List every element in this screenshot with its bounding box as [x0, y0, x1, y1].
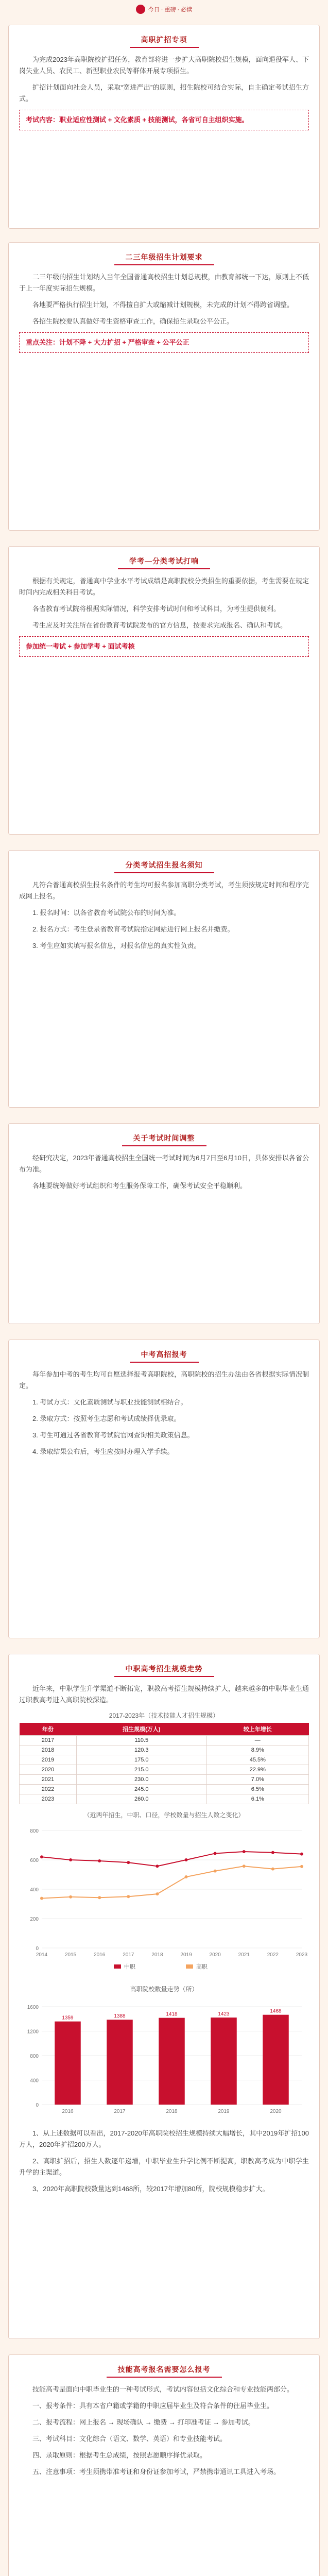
bar-chart — [19, 1996, 310, 2120]
paragraph: 二、报考流程：网上报名 → 现场确认 → 缴费 → 打印准考证 → 参加考试。 — [32, 2418, 255, 2426]
table-cell: 2017 — [20, 1736, 77, 1745]
table-row — [20, 1736, 309, 1745]
table-cell: 2020 — [20, 1765, 77, 1775]
table-row — [20, 1765, 309, 1775]
data-point — [127, 1861, 130, 1864]
x-tick-label: 2019 — [218, 2109, 230, 2114]
data-point — [271, 1868, 274, 1871]
table-cell: 215.0 — [76, 1765, 206, 1775]
section-title: 学考—分类考试打响 — [118, 554, 210, 569]
data-point — [156, 1865, 159, 1868]
bar — [211, 2018, 237, 2105]
table-cell: 230.0 — [76, 1775, 206, 1785]
x-tick-label: 2014 — [36, 1952, 48, 1958]
data-label: 1468 — [270, 2008, 282, 2014]
paragraph: 凡符合普通高校招生报名条件的考生均可报名参加高职分类考试，考生须按规定时间和程序完成网上报名。 — [19, 881, 309, 900]
x-tick-label: 2018 — [166, 2109, 178, 2114]
x-tick-label: 2018 — [151, 1952, 163, 1958]
paragraph: 近年来，中职学生升学渠道不断拓宽，职教高考招生规模持续扩大，越来越多的中职毕业生通过职教高考进入高职院校深造。 — [19, 1685, 309, 1704]
table-header: 年份 — [20, 1723, 77, 1736]
table-header: 较上年增长 — [206, 1723, 308, 1736]
table-cell: 8.9% — [206, 1745, 308, 1755]
section-card-1 — [8, 25, 320, 229]
table-cell: 6.1% — [206, 1794, 308, 1804]
section-title: 高职扩招专项 — [130, 32, 199, 48]
table-cell: 245.0 — [76, 1785, 206, 1794]
paragraph: 2. 录取方式：按照考生志愿和考试成绩择优录取。 — [32, 1415, 181, 1422]
table-cell: 7.0% — [206, 1775, 308, 1785]
paragraph: 一、报考条件：具有本省户籍或学籍的中职应届毕业生及符合条件的往届毕业生。 — [32, 2402, 274, 2410]
data-point — [69, 1858, 72, 1861]
table-caption: 2017-2023年（技术技能人才招生规模） — [109, 1712, 219, 1719]
section-card-7 — [8, 1654, 320, 2339]
table-cell: 6.5% — [206, 1785, 308, 1794]
bar-chart-container — [19, 1996, 309, 2123]
paragraph: 经研究决定，2023年普通高校招生全国统一考试时间为6月7日至6月10日，具体安排以各省公布为准。 — [19, 1154, 309, 1173]
paragraph: 扩招计划面向社会人员，采取“宽进严出”的原则，招生院校可结合实际，自主确定考试招生方式。 — [19, 83, 309, 103]
y-tick-label: 1600 — [27, 2005, 39, 2010]
paragraph: 为完成2023年高职院校扩招任务，教育部将进一步扩大高职院校招生规模，面向退役军人、下岗失业人员、农民工、新型职业农民等群体开展专项招生。 — [19, 56, 309, 75]
table-cell: 2019 — [20, 1755, 77, 1765]
paragraph: 每年参加中考的考生均可自愿选择报考高职院校，高职院校的招生办法由各省根据实际情况制定。 — [19, 1370, 309, 1389]
data-point — [185, 1858, 188, 1861]
section-title: 技能高考报名需要怎么报考 — [107, 2362, 222, 2378]
paragraph: 三、考试科目：文化综合（语文、数学、英语）和专业技能考试。 — [32, 2435, 227, 2443]
data-point — [98, 1896, 101, 1899]
table-cell: 260.0 — [76, 1794, 206, 1804]
section-card-4 — [8, 850, 320, 1108]
paragraph: 1、从上述数据可以看出，2017-2020年高职院校招生规模持续大幅增长，其中2019年扩招100万人，2020年扩招200万人。 — [19, 2129, 309, 2148]
table-row — [20, 1755, 309, 1765]
table-cell: 45.5% — [206, 1755, 308, 1765]
table-row — [20, 1785, 309, 1794]
series-line — [42, 1866, 302, 1898]
data-point — [300, 1865, 303, 1868]
y-tick-label: 200 — [30, 1917, 39, 1922]
highlight-box: 重点关注：计划不降 + 大力扩招 + 严格审查 + 公平公正 — [19, 332, 309, 353]
section-card-3 — [8, 546, 320, 835]
data-point — [214, 1852, 217, 1855]
paragraph: 1. 报名时间：以各省教育考试院公布的时间为准。 — [32, 909, 181, 917]
legend-swatch — [114, 1964, 121, 1969]
x-tick-label: 2016 — [94, 1952, 106, 1958]
data-point — [300, 1853, 303, 1856]
y-tick-label: 600 — [30, 1858, 39, 1863]
legend-label: 中职 — [124, 1964, 135, 1970]
data-point — [156, 1892, 159, 1895]
table-row — [20, 1794, 309, 1804]
x-tick-label: 2016 — [62, 2109, 74, 2114]
paragraph: 各地要严格执行招生计划，不得擅自扩大或缩减计划规模，未完成的计划不得跨省调整。 — [32, 301, 294, 309]
x-tick-label: 2017 — [123, 1952, 134, 1958]
x-tick-label: 2023 — [296, 1952, 308, 1958]
table-cell: 2022 — [20, 1785, 77, 1794]
table-cell: 175.0 — [76, 1755, 206, 1765]
y-tick-label: 400 — [30, 1887, 39, 1893]
data-point — [214, 1870, 217, 1873]
highlight-box: 参加统一考试 + 参加学考 + 面试考核 — [19, 636, 309, 657]
logo — [136, 5, 145, 14]
paragraph: 3、2020年高职院校数量达到1468所，较2017年增加80所，院校规模稳步扩大。 — [32, 2185, 269, 2193]
data-point — [243, 1865, 246, 1868]
x-tick-label: 2022 — [267, 1952, 279, 1958]
data-point — [185, 1875, 188, 1878]
data-point — [127, 1895, 130, 1898]
data-label: 1418 — [166, 2011, 178, 2018]
chart-title: （近两年招生，中职、口径，学校数量与招生人数之变化） — [83, 1811, 245, 1819]
data-point — [243, 1850, 246, 1853]
x-tick-label: 2015 — [64, 1952, 77, 1958]
x-tick-label: 2017 — [114, 2109, 126, 2114]
y-tick-label: 800 — [30, 1828, 39, 1834]
table-cell: 2023 — [20, 1794, 77, 1804]
paragraph: 4. 录取结果公布后，考生应按时办理入学手续。 — [32, 1448, 174, 1455]
paragraph: 2. 报名方式：考生登录省教育考试院指定网站进行网上报名并缴费。 — [32, 925, 234, 933]
y-tick-label: 400 — [30, 2078, 39, 2084]
table-cell: 120.3 — [76, 1745, 206, 1755]
section-card-2 — [8, 242, 320, 531]
paragraph: 2、高职扩招后，招生人数逐年递增，中职毕业生升学比例不断提高，职教高考成为中职学生升学的主渠道。 — [19, 2157, 309, 2176]
data-point — [69, 1895, 72, 1899]
data-label: 1423 — [218, 2011, 230, 2018]
series-line — [42, 1852, 302, 1866]
paragraph: 3. 考生应如实填写报名信息，对报名信息的真实性负责。 — [32, 942, 201, 950]
table-cell: 2018 — [20, 1745, 77, 1755]
bar — [263, 2015, 289, 2105]
section-title: 分类考试招生报名须知 — [114, 858, 214, 873]
paragraph: 3. 考生可通过各省教育考试院官网查询相关政策信息。 — [32, 1431, 194, 1439]
bar — [55, 2022, 81, 2105]
header-text: 今日 · 重磅 · 必读 — [148, 7, 193, 13]
paragraph: 二三年级的招生计划纳入当年全国普通高校招生计划总规模，由教育部统一下达，原则上不低于上一年度实际招生规模。 — [19, 273, 309, 292]
table-row — [20, 1745, 309, 1755]
x-tick-label: 2020 — [209, 1952, 221, 1958]
section-card-5 — [8, 1123, 320, 1324]
table-header: 招生规模(万人) — [76, 1723, 206, 1736]
section-card-6 — [8, 1340, 320, 1638]
y-tick-label: 1200 — [27, 2029, 39, 2035]
paragraph: 四、录取原则：根据考生总成绩，按照志愿顺序择优录取。 — [32, 2451, 207, 2459]
legend-label: 高职 — [196, 1964, 208, 1970]
table-cell: 22.9% — [206, 1765, 308, 1775]
table-row — [20, 1775, 309, 1785]
table-cell: — — [206, 1736, 308, 1745]
paragraph: 各招生院校要认真做好考生资格审查工作，确保招生录取公平公正。 — [32, 317, 234, 325]
chart-title: 高职院校数量走势（所） — [130, 1986, 198, 1993]
section-title: 二三年级招生计划要求 — [114, 250, 214, 265]
bar — [159, 2018, 185, 2105]
paragraph: 各省教育考试院将根据实际情况，科学安排考试时间和考试科目，为考生提供便利。 — [32, 605, 281, 613]
line-chart-container — [19, 1822, 309, 1979]
data-point — [40, 1897, 43, 1900]
highlight-box: 考试内容：职业适应性测试 + 文化素质 + 技能测试，各省可自主组织实施。 — [19, 110, 309, 130]
y-tick-label: 800 — [30, 2054, 39, 2059]
line-chart — [19, 1822, 310, 1977]
data-point — [40, 1855, 43, 1858]
table-cell: 110.5 — [76, 1736, 206, 1745]
section-title: 关于考试时间调整 — [122, 1131, 206, 1146]
paragraph: 根据有关规定，普通高中学业水平考试成绩是高职院校分类招生的重要依据，考生需要在规定时间内完成相关科目考试。 — [19, 577, 309, 596]
section-title: 中职高考招生规模走势 — [114, 1662, 214, 1677]
section-card-8 — [8, 2354, 320, 2576]
paragraph: 1. 考试方式：文化素质测试与职业技能测试相结合。 — [32, 1398, 187, 1406]
bar — [107, 2020, 133, 2105]
x-tick-label: 2020 — [270, 2109, 282, 2114]
table-cell: 2021 — [20, 1775, 77, 1785]
y-tick-label: 0 — [36, 2103, 39, 2108]
paragraph: 技能高考是面向中职毕业生的一种考试形式，考试内容包括文化综合和专业技能两部分。 — [32, 2385, 294, 2393]
paragraph: 考生应及时关注所在省份教育考试院发布的官方信息，按要求完成报名、确认和考试。 — [32, 621, 287, 629]
section-title: 中考高招报考 — [130, 1347, 199, 1363]
paragraph: 五、注意事项：考生须携带准考证和身份证参加考试，严禁携带通讯工具进入考场。 — [32, 2468, 281, 2476]
y-tick-label: 0 — [36, 1946, 39, 1952]
data-label: 1388 — [114, 2013, 126, 2020]
x-tick-label: 2021 — [238, 1952, 250, 1958]
data-label: 1359 — [62, 2015, 74, 2021]
data-table — [19, 1723, 309, 1804]
paragraph: 各地要统筹做好考试组织和考生服务保障工作，确保考试安全平稳顺利。 — [32, 1182, 247, 1190]
data-point — [98, 1859, 101, 1862]
data-point — [271, 1851, 274, 1854]
page-header — [0, 0, 328, 19]
legend-swatch — [186, 1964, 193, 1969]
x-tick-label: 2019 — [180, 1952, 192, 1958]
